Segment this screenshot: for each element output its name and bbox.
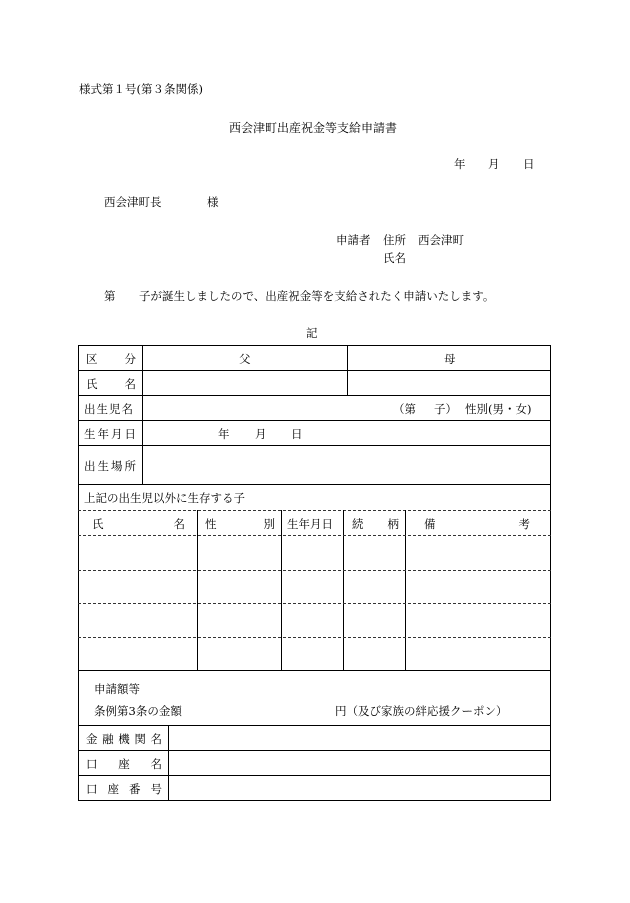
birth-date-year: 年	[218, 427, 230, 441]
account-number-field[interactable]	[169, 776, 550, 799]
account-name-label: 口 座 名	[86, 757, 162, 771]
mother-name-field[interactable]	[348, 371, 550, 394]
birth-date-month: 月	[255, 427, 267, 441]
ki-label: 記	[306, 326, 318, 340]
birth-child-name-label: 出生児名	[84, 402, 134, 416]
statement-body: 子が誕生しましたので、出産祝金等を支給されたく申請いたします。	[139, 289, 495, 303]
mother-header: 母	[444, 352, 456, 366]
birth-place-label: 出生場所	[84, 459, 138, 473]
father-name-field[interactable]	[143, 371, 346, 394]
birth-child-name-field[interactable]	[143, 396, 388, 419]
bank-institution-label: 金 融 機 関 名	[86, 732, 162, 746]
date-day-label: 日	[523, 157, 535, 171]
form-title: 西会津町出産祝金等支給申請書	[229, 121, 398, 135]
father-header: 父	[239, 352, 251, 366]
sibling-row[interactable]	[79, 571, 550, 602]
sibling-row[interactable]	[79, 638, 550, 669]
parent-name-label: 氏 名	[86, 377, 136, 391]
birth-order-prefix: （第	[393, 402, 416, 416]
birth-order-suffix: 子）	[434, 402, 457, 416]
account-name-field[interactable]	[169, 751, 550, 774]
birth-place-field[interactable]	[143, 446, 550, 483]
sibling-row[interactable]	[79, 604, 550, 636]
form-number: 様式第１号(第３条関係)	[79, 82, 203, 96]
col-header-relation: 続 柄	[352, 517, 399, 531]
birth-child-sex: 性別(男・女)	[465, 402, 532, 416]
statement-prefix: 第	[104, 289, 116, 303]
request-line-unit: 円（及び家族の絆応援クーポン）	[335, 704, 508, 718]
siblings-heading: 上記の出生児以外に生存する子	[84, 491, 245, 505]
request-line-label: 条例第3条の金額	[94, 704, 182, 718]
addressee-honorific: 様	[207, 195, 219, 209]
addressee-name: 西会津町長	[104, 195, 162, 209]
applicant-label: 申請者	[336, 233, 371, 247]
account-number-label: 口 座 番 号	[86, 782, 162, 796]
date-month-label: 月	[488, 157, 500, 171]
applicant-name-label: 氏名	[383, 251, 406, 265]
bank-institution-field[interactable]	[169, 726, 550, 749]
applicant-address-value: 西会津町	[418, 233, 464, 247]
col-header-notes: 備 考	[424, 517, 530, 531]
request-heading: 申請額等	[94, 682, 140, 696]
col-header-dob: 生年月日	[287, 517, 333, 531]
applicant-address-label: 住所	[383, 233, 406, 247]
col-header-sex: 性 別	[205, 517, 275, 531]
col-header-name: 氏 名	[92, 517, 185, 531]
date-year-label: 年	[454, 157, 466, 171]
kubun-label: 区 分	[86, 352, 136, 366]
sibling-row[interactable]	[79, 536, 550, 569]
birth-date-label: 生年月日	[84, 427, 138, 441]
birth-date-day: 日	[291, 427, 303, 441]
